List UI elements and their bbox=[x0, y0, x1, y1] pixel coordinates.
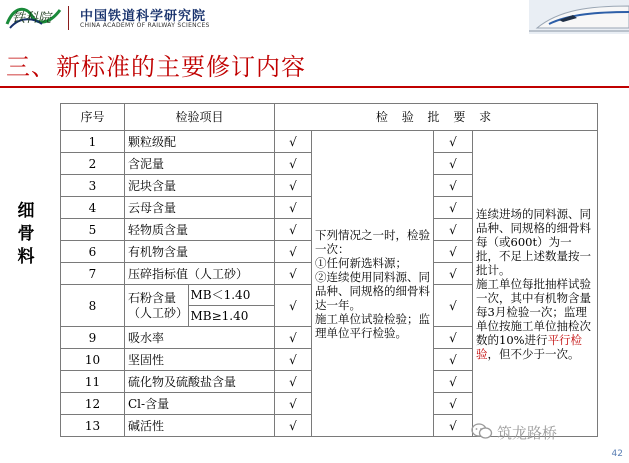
row-num: 8 bbox=[61, 285, 125, 327]
check-mark: √ bbox=[434, 263, 473, 285]
row-item: 颗粒级配 bbox=[125, 131, 275, 153]
table-header-row bbox=[61, 104, 598, 131]
check-mark: √ bbox=[434, 197, 473, 219]
page-number: 42 bbox=[611, 449, 623, 459]
note-line: 施工单位每批抽样试验一次，其中有机物含量每3月检验一次；监理单位按施工单位抽检次数的10%进行 bbox=[476, 276, 591, 347]
check-mark: √ bbox=[275, 393, 312, 415]
check-mark: √ bbox=[275, 241, 312, 263]
check-mark: √ bbox=[434, 153, 473, 175]
institute-name-cn: 中国铁道科学研究院 bbox=[80, 9, 207, 24]
side-label-char: 细 bbox=[17, 201, 35, 221]
row-item: 吸水率 bbox=[125, 327, 275, 349]
inspection-table bbox=[60, 103, 598, 437]
check-mark: √ bbox=[434, 131, 473, 153]
row-num: 2 bbox=[61, 153, 125, 175]
header-requirement: 检 验 批 要 求 bbox=[275, 104, 598, 131]
row-item: 坚固性 bbox=[125, 349, 275, 371]
row-item: 轻物质含量 bbox=[125, 219, 275, 241]
header-num: 序号 bbox=[61, 104, 125, 131]
row-item: 有机物含量 bbox=[125, 241, 275, 263]
row-item: 云母含量 bbox=[125, 197, 275, 219]
stone-powder-subtable bbox=[125, 285, 274, 326]
row-item: 含泥量 bbox=[125, 153, 275, 175]
row-num: 4 bbox=[61, 197, 125, 219]
wechat-icon bbox=[471, 422, 493, 440]
check-mark: √ bbox=[434, 175, 473, 197]
row-item: 泥块含量 bbox=[125, 175, 275, 197]
row-num: 3 bbox=[61, 175, 125, 197]
check-mark: √ bbox=[275, 175, 312, 197]
check-mark: √ bbox=[434, 219, 473, 241]
check-mark: √ bbox=[275, 285, 312, 327]
check-mark: √ bbox=[434, 371, 473, 393]
logo-text: 铁科院 bbox=[12, 11, 52, 26]
note-line: ①任何新选料源； bbox=[315, 255, 407, 270]
logo-separator bbox=[68, 6, 69, 30]
check-mark: √ bbox=[434, 393, 473, 415]
institute-name-en: CHINA ACADEMY OF RAILWAY SCIENCES bbox=[80, 22, 210, 29]
check-mark: √ bbox=[275, 219, 312, 241]
row-num: 10 bbox=[61, 349, 125, 371]
check-mark: √ bbox=[434, 285, 473, 327]
row-item: 石粉含量（人工砂） bbox=[128, 290, 188, 320]
row-item: 硫化物及硫酸盐含量 bbox=[125, 371, 275, 393]
row-num: 12 bbox=[61, 393, 125, 415]
train-image bbox=[529, 0, 629, 34]
row-num: 6 bbox=[61, 241, 125, 263]
check-mark: √ bbox=[275, 349, 312, 371]
check-mark: √ bbox=[275, 371, 312, 393]
note-line: 连续进场的同料源、同品种、同规格的细骨料每（或600t）为一批，不足上述数量按一批计。 bbox=[476, 206, 591, 277]
note-periodic-inspection bbox=[312, 131, 434, 437]
row-item: Cl-含量 bbox=[125, 393, 275, 415]
watermark-text: 筑龙路桥 bbox=[497, 424, 558, 442]
header-bar bbox=[0, 0, 629, 36]
check-mark: √ bbox=[434, 241, 473, 263]
check-mark: √ bbox=[275, 131, 312, 153]
row-num: 5 bbox=[61, 219, 125, 241]
row-item-split bbox=[125, 285, 275, 327]
table-row bbox=[61, 131, 598, 153]
check-mark: √ bbox=[434, 349, 473, 371]
check-mark: √ bbox=[434, 415, 473, 437]
check-mark: √ bbox=[275, 415, 312, 437]
note-highlight: 平行检验 bbox=[476, 332, 583, 361]
note-batch-inspection bbox=[473, 131, 598, 437]
check-mark: √ bbox=[275, 263, 312, 285]
note-line: 施工单位试验检验；监理单位平行检验。 bbox=[315, 311, 430, 340]
check-mark: √ bbox=[275, 197, 312, 219]
row-item: 压碎指标值（人工砂） bbox=[125, 263, 275, 285]
check-mark: √ bbox=[434, 327, 473, 349]
row-num: 9 bbox=[61, 327, 125, 349]
check-mark: √ bbox=[275, 327, 312, 349]
slide-title: 三、新标准的主要修订内容 bbox=[6, 53, 306, 81]
note-line: 下列情况之一时，检验一次： bbox=[315, 227, 430, 256]
institute-logo bbox=[4, 2, 64, 32]
header-item: 检验项目 bbox=[125, 104, 275, 131]
title-divider bbox=[0, 86, 629, 88]
row-num: 7 bbox=[61, 263, 125, 285]
note-line: ，但不少于一次。 bbox=[487, 346, 580, 361]
row-subitem: MB≥1.40 bbox=[188, 306, 274, 327]
side-label-fine-aggregate bbox=[14, 200, 38, 269]
row-num: 13 bbox=[61, 415, 125, 437]
check-mark: √ bbox=[275, 153, 312, 175]
side-label-char: 料 bbox=[17, 247, 35, 267]
row-num: 11 bbox=[61, 371, 125, 393]
note-line: ②连续使用同料源、同品种、同规格的细骨料达一年。 bbox=[315, 269, 430, 312]
row-item: 碱活性 bbox=[125, 415, 275, 437]
side-label-char: 骨 bbox=[17, 224, 35, 244]
row-subitem: MB＜1.40 bbox=[188, 285, 274, 306]
row-num: 1 bbox=[61, 131, 125, 153]
